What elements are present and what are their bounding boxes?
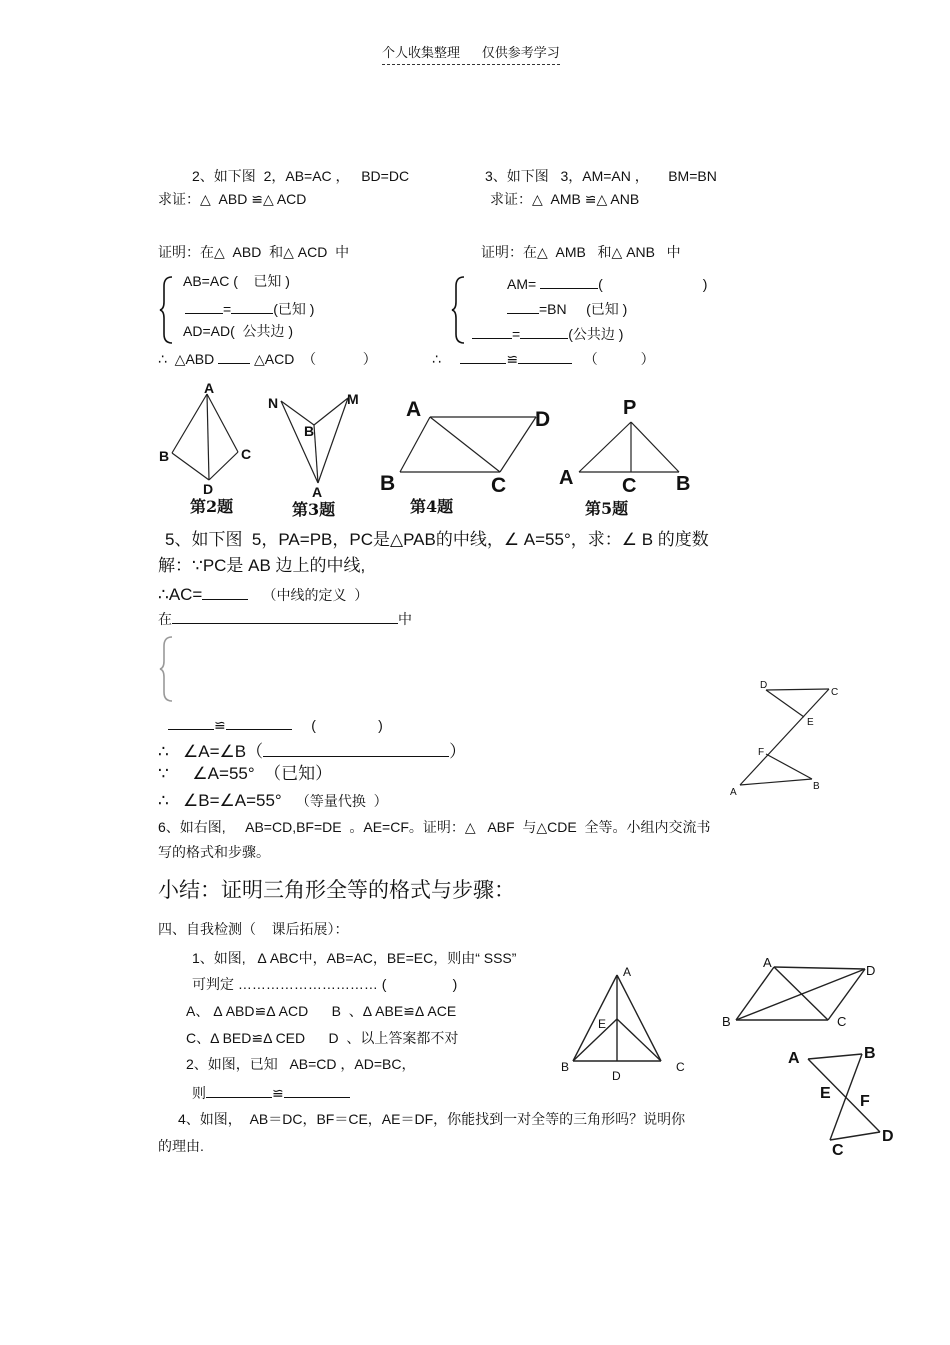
s4-q4-line1: 4、如图， AB＝DC，BF＝CE，AE＝DF，你能找到一对全等的三角形吗？说明你 <box>178 1111 686 1127</box>
q2-prove: 求证：△ ABD ≌△ ACD <box>158 191 307 207</box>
s4-q1-options-2: C、Δ BED≌Δ CED D 、以上答案都不对 <box>186 1030 459 1046</box>
fig8-label-a: A <box>763 955 772 970</box>
fig9-label-c: C <box>832 1142 844 1159</box>
q2-line3: AD=AD( 公共边 ) <box>183 323 294 339</box>
q3-line3-eq: = <box>512 326 521 342</box>
q2-conclusion-b: △ACD （ ） <box>254 351 377 367</box>
fig5-label-p: P <box>623 397 637 419</box>
fig6-label-b: B <box>813 781 820 792</box>
fig7-label-e: E <box>598 1017 607 1031</box>
q5-line6: ∵ ∠A=55° （已知） <box>158 764 333 783</box>
q5-line3-a: 在 <box>158 611 172 627</box>
figure-s4-q1 <box>555 955 695 1085</box>
q5-line4-sym: ≌ <box>214 717 226 733</box>
q5-line4-paren: ( ) <box>311 717 383 733</box>
fig5-label-a: A <box>559 467 574 489</box>
fig9-label-b: B <box>864 1045 876 1062</box>
q2-brace <box>160 276 174 344</box>
fig7-label-a: A <box>623 965 632 979</box>
q5-line1: 解：∵PC是 AB 边上的中线, <box>158 556 366 575</box>
q3-title: 3、如下图 3，AM=AN ， BM=BN <box>485 168 717 184</box>
fig6-label-e: E <box>807 717 814 728</box>
q3-line1-a: AM= <box>507 276 537 292</box>
s4-q4-line2: 的理由. <box>158 1138 204 1154</box>
q5-title: 5、如下图 5，PA=PB，PC是△PAB的中线，∠ A=55°，求：∠ B 的度数 <box>165 530 709 549</box>
fig7-label-c: C <box>676 1060 685 1074</box>
q5-line3 <box>158 609 412 626</box>
q5-line3-b: 中 <box>398 611 412 627</box>
s4-q2-line1: 2、如图，已知 AB=CD ，AD=BC， <box>186 1056 416 1072</box>
q2-line1: AB=AC ( 已知 ) <box>183 273 290 289</box>
q3-brace <box>452 276 466 344</box>
fig4-label-c: C <box>491 474 507 497</box>
figure-q6 <box>720 675 850 800</box>
q3-intro: 证明：在△ AMB 和△ ANB 中 <box>481 244 681 260</box>
fig8-label-c: C <box>837 1014 847 1029</box>
fig9-label-f: F <box>860 1093 870 1110</box>
q3-conclusion-a: ∴ <box>432 351 441 367</box>
figure-q4 <box>378 392 563 522</box>
q5-line4 <box>168 715 383 732</box>
q3-conclusion-sym: ≌ <box>506 351 519 367</box>
q2-conclusion <box>158 349 377 366</box>
q2-intro: 证明：在△ ABD 和△ ACD 中 <box>158 244 350 260</box>
q5-brace <box>160 636 174 702</box>
q2-title: 2、如下图 2，AB=AC ， BD=DC <box>192 168 410 184</box>
fig8-label-b: B <box>722 1014 731 1029</box>
s4-q2-then: 则 <box>192 1085 206 1101</box>
q3-line1-paren-close: ) <box>702 276 708 292</box>
page-header <box>382 42 560 65</box>
s4-q1-line2: 可判定 ………………………… ( ) <box>192 976 458 992</box>
q5-line7-a: ∴ ∠B=∠A=55° <box>158 791 282 810</box>
fig6-label-f: F <box>758 747 765 758</box>
q3-line1-paren-open: ( <box>598 276 603 292</box>
q3-line3-reason: (公共边 ) <box>568 326 624 342</box>
summary-heading: 小结：证明三角形全等的格式与步骤： <box>158 879 515 902</box>
fig9-label-d: D <box>882 1128 894 1145</box>
fig7-label-b: B <box>561 1060 570 1074</box>
fig6-label-a: A <box>730 787 737 798</box>
header-left: 个人收集整理 <box>382 45 461 60</box>
fig2-label-a: A <box>204 380 215 396</box>
fig5-label-c: C <box>622 475 637 497</box>
figure-q2 <box>155 380 265 520</box>
q2-line2 <box>185 299 314 316</box>
fig3-label-n: N <box>268 395 279 411</box>
fig5-label-b: B <box>676 473 691 495</box>
q5-line5-b: ） <box>449 742 467 761</box>
fig2-label-c: C <box>241 446 252 462</box>
q3-line2 <box>507 299 627 316</box>
q2-line2-eq: = <box>223 301 232 317</box>
q6-line1: 6、如右图, AB=CD,BF=DE 。AE=CF。证明：△ ABF 与△CDE 全等。小组内交流书 <box>158 819 711 835</box>
section4-title: 四、自我检测（ 课后拓展）： <box>158 921 349 937</box>
q3-line1 <box>507 274 707 291</box>
q6-line2: 写的格式和步骤。 <box>158 844 270 860</box>
q3-line3 <box>472 324 623 341</box>
fig6-label-c: C <box>831 687 839 698</box>
s4-q2-sym: ≌ <box>272 1085 284 1101</box>
fig9-label-e: E <box>820 1085 831 1102</box>
header-right: 仅供参考学习 <box>481 45 560 60</box>
q5-line5 <box>158 740 466 760</box>
fig7-label-d: D <box>612 1069 621 1083</box>
fig4-label-d: D <box>535 408 551 431</box>
s4-q2-line2 <box>192 1083 350 1100</box>
figure-q5 <box>555 392 705 522</box>
q3-conclusion-paren: （ ） <box>583 351 655 367</box>
figure-s4-q4 <box>780 1040 905 1160</box>
fig3-label-b: B <box>304 423 315 439</box>
fig3-label-a: A <box>312 484 323 500</box>
q5-line7-reason: （等量代换 ） <box>295 793 388 809</box>
fig4-label-b: B <box>380 472 396 495</box>
s4-q1-options-1: A、 Δ ABD≌Δ ACD B 、Δ ABE≌Δ ACE <box>186 1003 457 1019</box>
q3-prove: 求证：△ AMB ≌△ ANB <box>490 191 640 207</box>
q2-conclusion-a: ∴ △ABD <box>158 351 215 367</box>
fig2-label-d: D <box>203 481 214 497</box>
q5-line2-reason: （中线的定义 ） <box>262 587 369 603</box>
q5-line7 <box>158 792 388 809</box>
figure-s4-q2 <box>718 950 888 1035</box>
q3-line2-text: =BN (已知 ) <box>539 301 628 317</box>
s4-q1-line1: 1、如图, Δ ABC中，AB=AC，BE=EC，则由“ SSS” <box>192 950 517 966</box>
fig8-label-d: D <box>866 963 876 978</box>
fig2-caption: 第2题 <box>190 497 234 516</box>
fig9-label-a: A <box>788 1050 800 1067</box>
fig2-label-b: B <box>159 448 170 464</box>
q2-line2-reason: (已知 ) <box>273 301 315 317</box>
fig5-caption: 第5题 <box>585 499 629 518</box>
q5-line2 <box>158 583 368 603</box>
figure-q3 <box>262 385 372 520</box>
fig4-caption: 第4题 <box>410 497 454 516</box>
fig4-label-a: A <box>406 398 422 421</box>
fig3-caption: 第3题 <box>292 500 336 519</box>
q3-conclusion <box>432 349 655 366</box>
q5-line5-a: ∴ ∠A=∠B（ <box>158 742 264 761</box>
fig3-label-m: M <box>347 391 359 407</box>
fig6-label-d: D <box>760 680 768 691</box>
q5-line2-a: ∴AC= <box>158 585 203 604</box>
